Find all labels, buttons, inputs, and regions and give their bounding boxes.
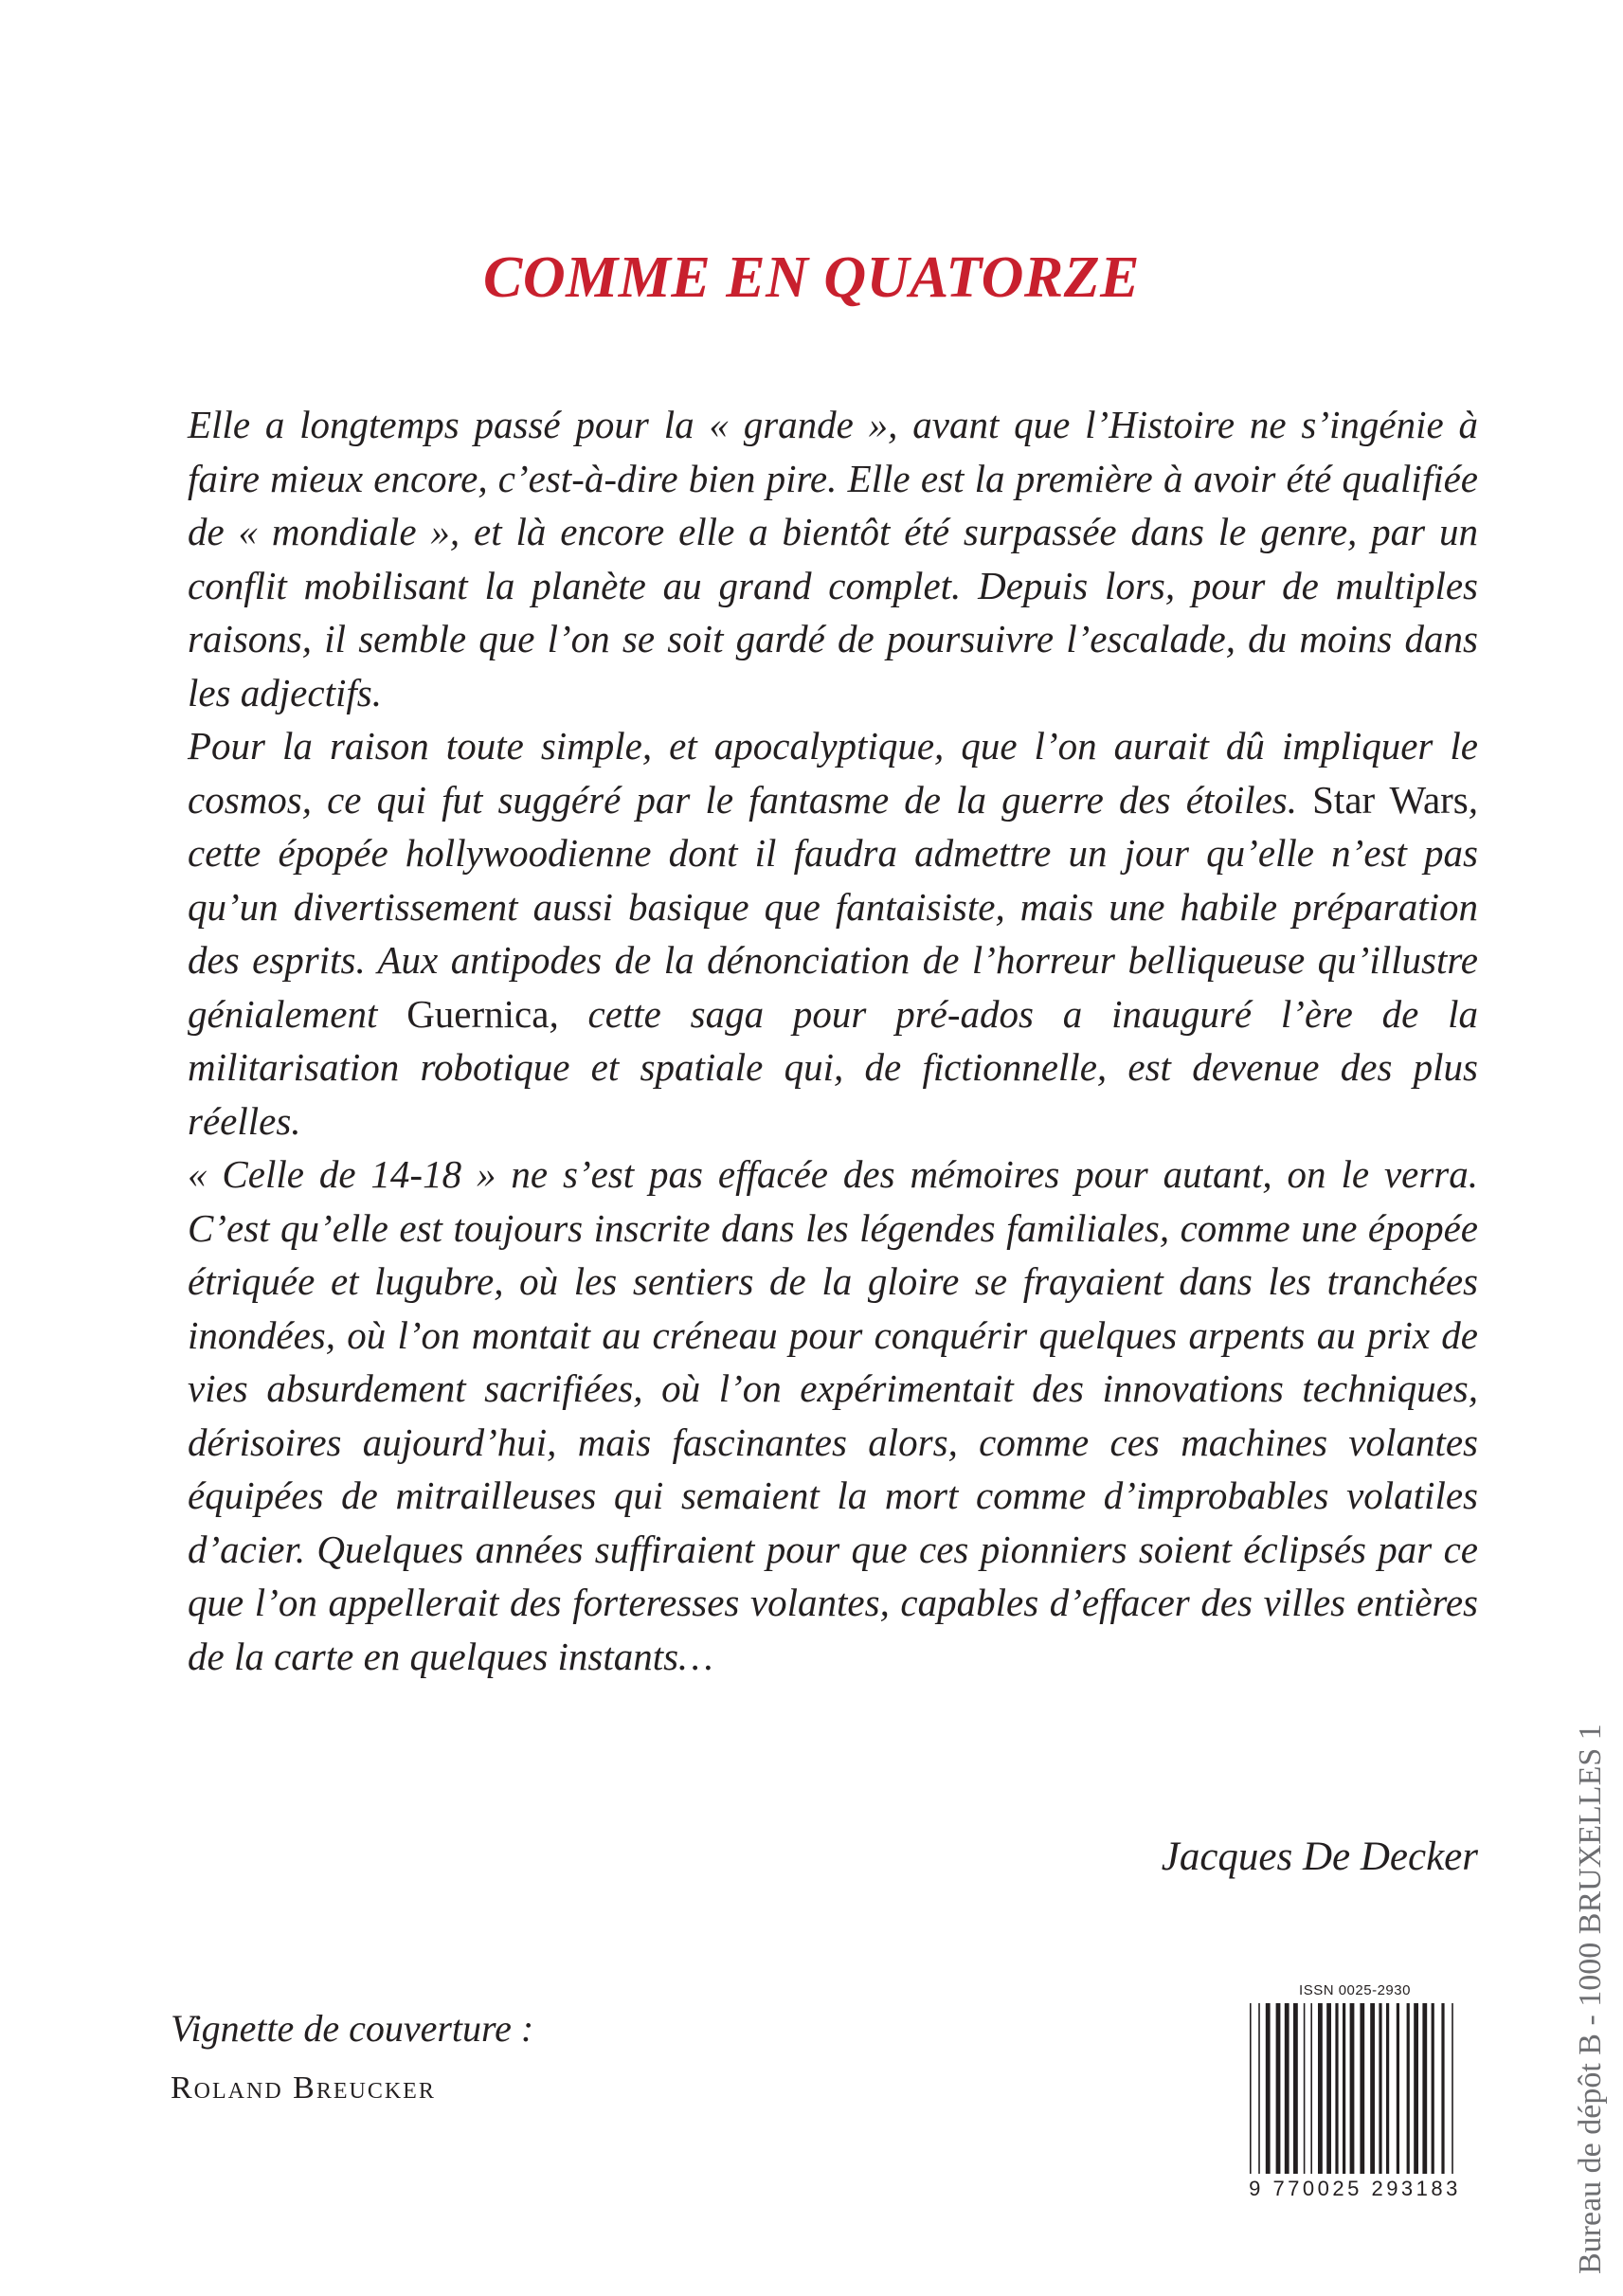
barcode-bar <box>1350 2003 1355 2174</box>
barcode <box>1236 1982 1473 2210</box>
barcode-bar <box>1414 2003 1418 2174</box>
barcode-bar <box>1407 2003 1410 2174</box>
barcode-bar <box>1386 2003 1389 2174</box>
text-run: Pour la raison toute simple, et apocalyptique, que l’on aurait dû impliquer le cosmos, ce qui fut suggéré par le fantasme de la guerre des étoiles. <box>188 724 1478 822</box>
body-text <box>188 398 1478 1683</box>
text-run: , cette saga pour pré-ados a inauguré l’ère de la militarisation robotique et spatiale qui, de fictionnelle, est devenue des plus réelles. <box>188 991 1478 1143</box>
barcode-bar <box>1304 2003 1306 2174</box>
barcode-bar <box>1250 2003 1252 2174</box>
barcode-bar <box>1258 2003 1260 2174</box>
barcode-bar <box>1441 2003 1444 2174</box>
barcode-bar <box>1370 2003 1375 2174</box>
barcode-bar <box>1422 2003 1427 2174</box>
title-reference: Guernica <box>406 991 550 1036</box>
barcode-bar <box>1452 2003 1453 2174</box>
body-paragraph <box>188 1148 1478 1683</box>
barcode-bar <box>1310 2003 1312 2174</box>
cover-credit-name: Roland Breucker <box>171 2070 436 2106</box>
barcode-bar <box>1379 2003 1381 2174</box>
body-paragraph <box>188 398 1478 719</box>
barcode-bar <box>1318 2003 1323 2174</box>
barcode-bar <box>1266 2003 1271 2174</box>
barcode-digits: 9 770025 293183 <box>1249 2177 1461 2200</box>
text-run: « Celle de 14-18 » ne s’est pas effacée des mémoires pour autant, on le verra. C’est qu’elle est toujours inscrite dans les légendes familiales, comme une épopée étriquée et lugubre, où les sentiers de la gloire se frayaient dans les tranchées inondées, où l’on montait au créneau pour conquérir quelques arpents au prix de vies absurdement sacrifiées, où l’on expérimentait des innovations techniques, dérisoires aujourd’hui, mais fascinantes alors, comme ces machines volantes équipées de mitrailleuses qui semaient la mort comme d’improbables volatiles d’acier. Quelques années suffiraient pour que ces pionniers soient éclipsés par ce que l’on appellerait des forteresses volantes, capables d’effacer des villes entières de la carte en quelques instants… <box>188 1152 1478 1678</box>
text-run: Elle a longtemps passé pour la « grande », avant que l’Histoire ne s’ingénie à faire mieux encore, c’est-à-dire bien pire. Elle est la première à avoir été qualifiée de « mondiale », et là encore elle a bientôt été surpassée dans le genre, par un conflit mobilisant la planète au grand complet. Depuis lors, pour de multiples raisons, il semble que l’on se soit gardé de poursuivre l’escalade, du moins dans les adjectifs. <box>188 403 1478 714</box>
body-paragraph <box>188 719 1478 1148</box>
title-reference: Star Wars <box>1312 777 1469 822</box>
barcode-bar <box>1293 2003 1298 2174</box>
page-title: COMME EN QUATORZE <box>483 245 1140 310</box>
barcode-bar <box>1360 2003 1364 2174</box>
cover-credit-label: Vignette de couverture : <box>171 2007 534 2050</box>
author-signature: Jacques De Decker <box>1161 1835 1478 1879</box>
barcode-bar <box>1432 2003 1434 2174</box>
barcode-bar <box>1285 2003 1289 2174</box>
barcode-bars <box>1236 2003 1473 2178</box>
barcode-bar <box>1343 2003 1345 2174</box>
barcode-bar <box>1335 2003 1338 2174</box>
text-run: , cette épopée hollywoodienne dont il faudra admettre un jour qu’elle n’est pas qu’un divertissement aussi basique que fantaisiste, mais une habile préparation des esprits. Aux antipodes de la dénonciation de l’horreur belliqueuse qu’illustre génialement <box>188 777 1479 1036</box>
barcode-bar <box>1326 2003 1331 2174</box>
postal-deposit-text: Bureau de dépôt B - 1000 BRUXELLES 1 <box>1573 1724 1608 2274</box>
issn-label: ISSN 0025-2930 <box>1299 1982 1411 1998</box>
barcode-bar <box>1276 2003 1281 2174</box>
barcode-bar <box>1397 2003 1399 2174</box>
